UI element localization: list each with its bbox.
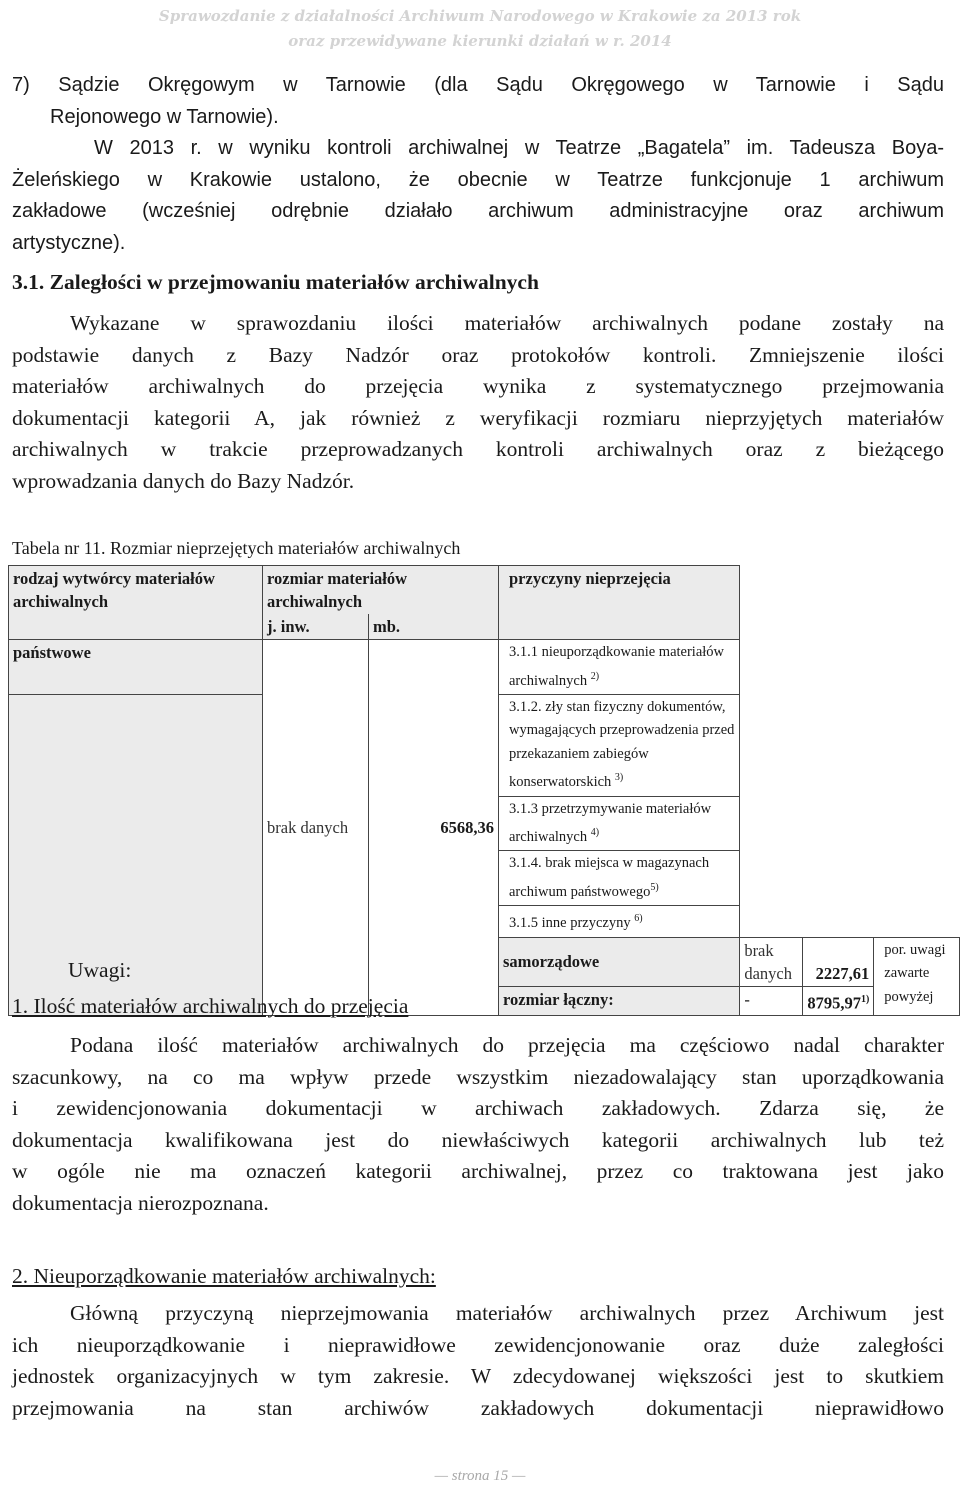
cell-mb-panstwowe: 6568,36 <box>369 640 499 1016</box>
text-line: dokumentacji kategorii A, jak również z weryfikacji rozmiaru nieprzyjętych materiałów <box>12 405 944 430</box>
text-line: zakładowe (wcześniej odrębnie działało archiwum administracyjne oraz archiwum <box>12 200 944 222</box>
reason-item: 3.1.1 nieuporządkowanie materiałów archiwalnych $^{2)}$ <box>499 640 740 695</box>
text-line: W 2013 r. w wyniku kontroli archiwalnej w Teatrze „Bagatela” im. Tadeusza Boya- <box>94 137 944 159</box>
note-1-paragraph <box>12 1030 944 1219</box>
text-line: szacunkowy, na co ma wpływ przede wszystkim niezadowalający stan uporządkowania <box>12 1064 944 1089</box>
text-line: w ogóle nie ma oznaczeń kategorii archiwalnej, przez co traktowana jest jako <box>12 1159 944 1183</box>
cell-jinw-total: - <box>740 986 803 1016</box>
text-line: archiwalnych w trakcie przeprowadzanych kontroli archiwalnych oraz z bieżącego <box>12 437 944 461</box>
text-line: podstawie danych z Bazy Nadzór oraz protokołów kontroli. Zmniejszenie ilości <box>12 342 944 367</box>
page-footer: — strona 15 — <box>434 1468 526 1484</box>
cell-jinw-panstwowe: brak danych <box>263 640 369 1016</box>
row-label-panstwowe: państwowe <box>9 640 263 695</box>
text-line: dokumentacja nierozpoznana. <box>12 1190 269 1215</box>
reason-reference: por. uwagi zawarte powyżej <box>874 937 960 1016</box>
text-line: Żeleńskiego w Krakowie ustalono, że obecnie w Teatrze funkcjonuje 1 archiwum <box>12 168 944 191</box>
cell-jinw-samorzadowe: brak danych <box>740 937 803 986</box>
table-header-row <box>9 566 960 615</box>
header-size: rozmiar materiałów archiwalnych <box>263 566 499 615</box>
header-jinw: j. inw. <box>263 614 369 640</box>
text-line: ich nieuporządkowanie i nieprawidłowe zewidencjonowanie oraz duże zaległości <box>12 1332 944 1357</box>
header-line-2: oraz przewidywane kierunki działań w r. 2014 <box>288 32 672 50</box>
reason-item: 3.1.3 przetrzymywanie materiałów archiwalnych $^{4)}$ <box>499 796 740 851</box>
reason-item: 3.1.4. brak miejsca w magazynach archiwum państwowego$^{5)}$ <box>499 851 740 906</box>
intro-paragraph <box>12 70 944 259</box>
table-caption: Tabela nr 11. Rozmiar nieprzejętych materiałów archiwalnych <box>12 538 461 558</box>
header-line-1: Sprawozdanie z działalności Archiwum Narodowego w Krakowie za 2013 rok <box>158 7 802 25</box>
text-line: jednostek organizacyjnych w tym zakresie. W zdecydowanej większości jest to skutkiem <box>12 1364 944 1388</box>
running-header <box>0 4 960 54</box>
section-paragraph <box>12 308 944 497</box>
text-line: przejmowania na stan archiwów zakładowych dokumentacji nieprawidłowo <box>12 1395 944 1420</box>
text-line: 7) Sądzie Okręgowym w Tarnowie (dla Sądu Okręgowego w Tarnowie i Sądu <box>12 74 944 96</box>
reason-item: 3.1.5 inne przyczyny $^{6)}$ <box>499 906 740 937</box>
reason-item: 3.1.2. zły stan fizyczny dokumentów, wymagających przeprowadzenia przed przekazaniem zabiegów konserwatorskich $^{3)}$ <box>499 694 740 796</box>
section-heading: 3.1. Zaległości w przejmowaniu materiałów archiwalnych <box>12 270 539 294</box>
text-line: Wykazane w sprawozdaniu ilości materiałów archiwalnych podane zostały na <box>70 311 944 335</box>
row-label-total: rozmiar łączny: <box>499 986 740 1016</box>
header-reasons: przyczyny nieprzejęcia <box>499 566 740 640</box>
text-line: Główną przyczyną nieprzejmowania materiałów archiwalnych przez Archiwum jest <box>70 1301 944 1325</box>
note-2-title: 2. Nieuporządkowanie materiałów archiwalnych: <box>12 1264 436 1288</box>
header-producer: rodzaj wytwórcy materiałów archiwalnych <box>9 566 263 640</box>
text-line: Rejonowego w Tarnowie). <box>50 105 279 128</box>
cell-mb-total: 8795,97$^{1)}$ <box>803 986 874 1016</box>
cell-mb-samorzadowe: 2227,61 <box>803 937 874 986</box>
note-1-title: 1. Ilość materiałów archiwalnych do przejęcia <box>12 994 409 1018</box>
text-line: artystyczne). <box>12 231 126 254</box>
header-mb: mb. <box>369 614 499 640</box>
note-2-paragraph <box>12 1298 944 1424</box>
row-label-filler <box>9 694 263 1015</box>
text-line: materiałów archiwalnych do przejęcia wynika z systematycznego przejmowania <box>12 374 944 398</box>
text-line: dokumentacja kwalifikowana jest do niewłaściwych kategorii archiwalnych lub też <box>12 1127 944 1152</box>
text-line: Podana ilość materiałów archiwalnych do przejęcia ma częściowo nadal charakter <box>70 1033 944 1057</box>
table-row <box>9 640 960 695</box>
text-line: i zewidencjonowania dokumentacji w archiwach zakładowych. Zdarza się, że <box>12 1096 944 1120</box>
materials-table <box>8 565 960 1016</box>
row-label-samorzadowe: samorządowe <box>499 937 740 986</box>
notes-title: Uwagi: <box>68 958 132 982</box>
text-line: wprowadzania danych do Bazy Nadzór. <box>12 468 355 493</box>
